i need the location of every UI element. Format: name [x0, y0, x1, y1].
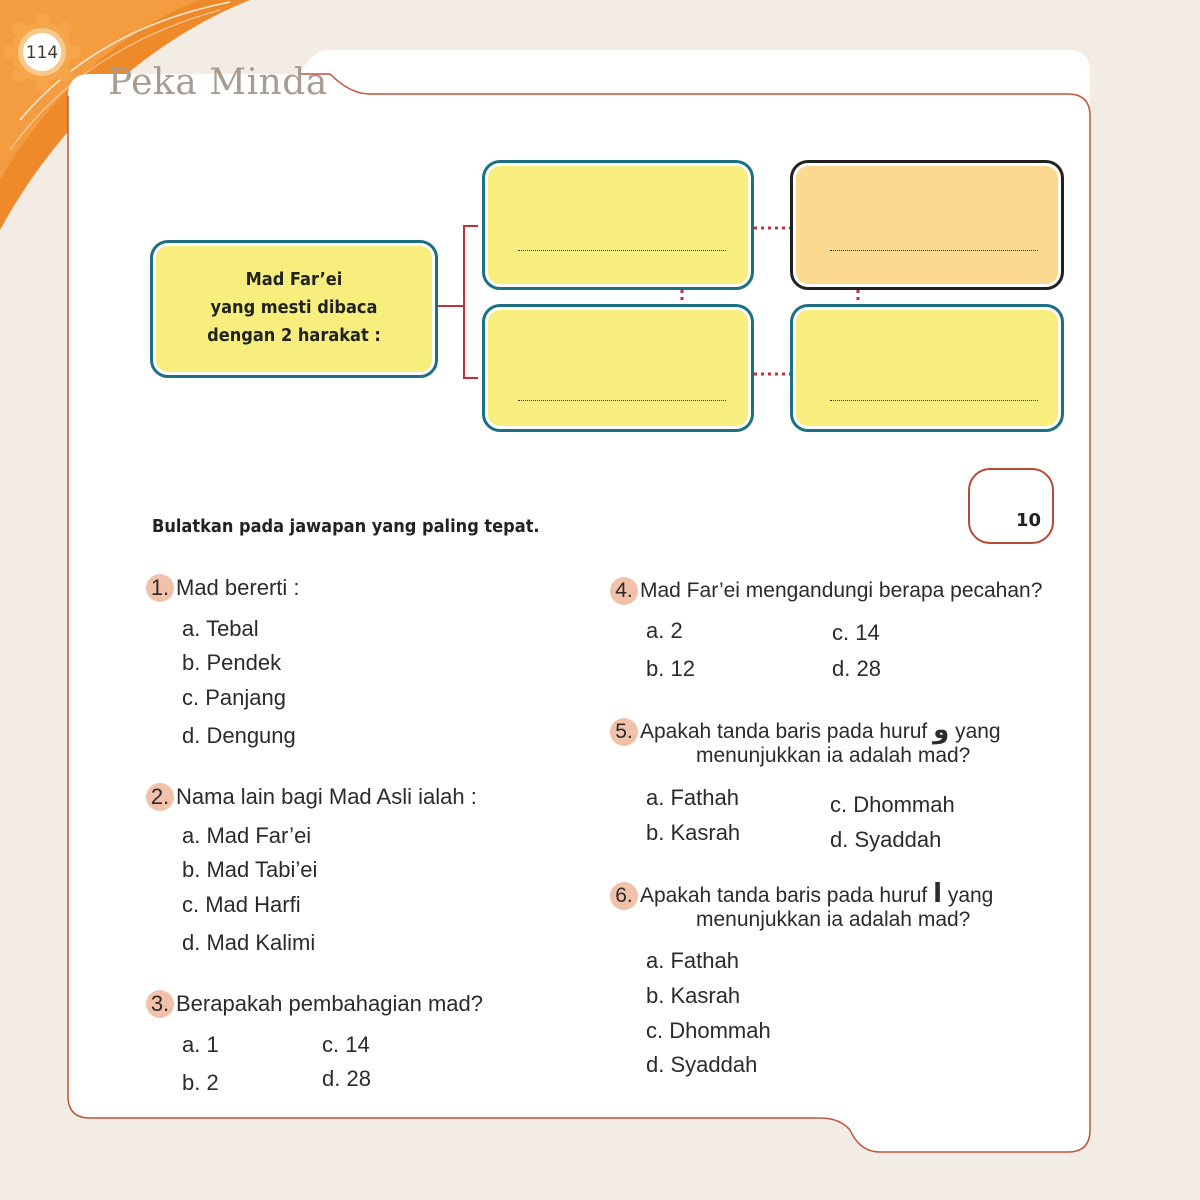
option-1b[interactable]: b. Pendek [182, 650, 282, 675]
answer-box-2[interactable] [790, 160, 1064, 290]
option-4c[interactable]: c. 14 [832, 620, 880, 645]
option-6b[interactable]: b. Kasrah [646, 983, 741, 1008]
arabic-letter-waw: و [933, 715, 950, 745]
option-2b[interactable]: b. Mad Tabi’ei [182, 857, 318, 882]
answer-line-4[interactable] [830, 400, 1038, 401]
question-number-badge: 1. [146, 574, 174, 602]
question-5: 5. Apakah tanda baris pada huruf و yang [610, 715, 1001, 746]
answer-line-3[interactable] [518, 400, 726, 401]
option-5b[interactable]: b. Kasrah [646, 820, 741, 845]
instruction-text: Bulatkan pada jawapan yang paling tepat. [152, 516, 540, 537]
arabic-letter-alif: ا [933, 879, 942, 909]
question-number-badge: 3. [146, 990, 174, 1018]
question-3: 3. Berapakah pembahagian mad? [146, 990, 483, 1018]
answer-line-1[interactable] [518, 250, 726, 251]
option-1d[interactable]: d. Dengung [182, 723, 296, 748]
option-3d[interactable]: d. 28 [322, 1066, 371, 1091]
score-box [968, 468, 1054, 544]
option-6a[interactable]: a. Fathah [646, 948, 739, 973]
option-3c[interactable]: c. 14 [322, 1032, 370, 1057]
score-total: 10 [1016, 510, 1042, 531]
question-1: 1. Mad bererti : [146, 574, 300, 602]
question-6-line-2: menunjukkan ia adalah mad? [696, 908, 971, 931]
question-6: 6. Apakah tanda baris pada huruf ا yang [610, 879, 993, 910]
main-concept-label: Mad Far’ei yang mesti dibaca dengan 2 harakat : [207, 269, 381, 346]
question-number-badge: 6. [610, 882, 638, 910]
option-3b[interactable]: b. 2 [182, 1070, 219, 1095]
option-5c[interactable]: c. Dhommah [830, 792, 955, 817]
section-title: Peka Minda [108, 62, 328, 103]
option-4b[interactable]: b. 12 [646, 656, 695, 681]
question-number-badge: 4. [610, 577, 638, 605]
answer-line-2[interactable] [830, 250, 1038, 251]
option-2d[interactable]: d. Mad Kalimi [182, 930, 316, 955]
option-6c[interactable]: c. Dhommah [646, 1018, 771, 1043]
question-number-badge: 2. [146, 783, 174, 811]
option-5d[interactable]: d. Syaddah [830, 827, 942, 852]
option-4d[interactable]: d. 28 [832, 656, 881, 681]
option-1c[interactable]: c. Panjang [182, 685, 286, 710]
option-4a[interactable]: a. 2 [646, 618, 683, 643]
answer-box-3[interactable] [482, 304, 754, 432]
question-2: 2. Nama lain bagi Mad Asli ialah : [146, 783, 477, 811]
option-3a[interactable]: a. 1 [182, 1032, 219, 1057]
option-1a[interactable]: a. Tebal [182, 616, 259, 641]
answer-box-1[interactable] [482, 160, 754, 290]
answer-box-4[interactable] [790, 304, 1064, 432]
question-number-badge: 5. [610, 718, 638, 746]
question-5-line-2: menunjukkan ia adalah mad? [696, 744, 971, 767]
option-2c[interactable]: c. Mad Harfi [182, 892, 301, 917]
question-4: 4. Mad Far’ei mengandungi berapa pecahan? [610, 577, 1042, 605]
page-number: 114 [25, 43, 59, 63]
option-2a[interactable]: a. Mad Far’ei [182, 823, 312, 848]
option-5a[interactable]: a. Fathah [646, 785, 739, 810]
option-6d[interactable]: d. Syaddah [646, 1052, 758, 1077]
